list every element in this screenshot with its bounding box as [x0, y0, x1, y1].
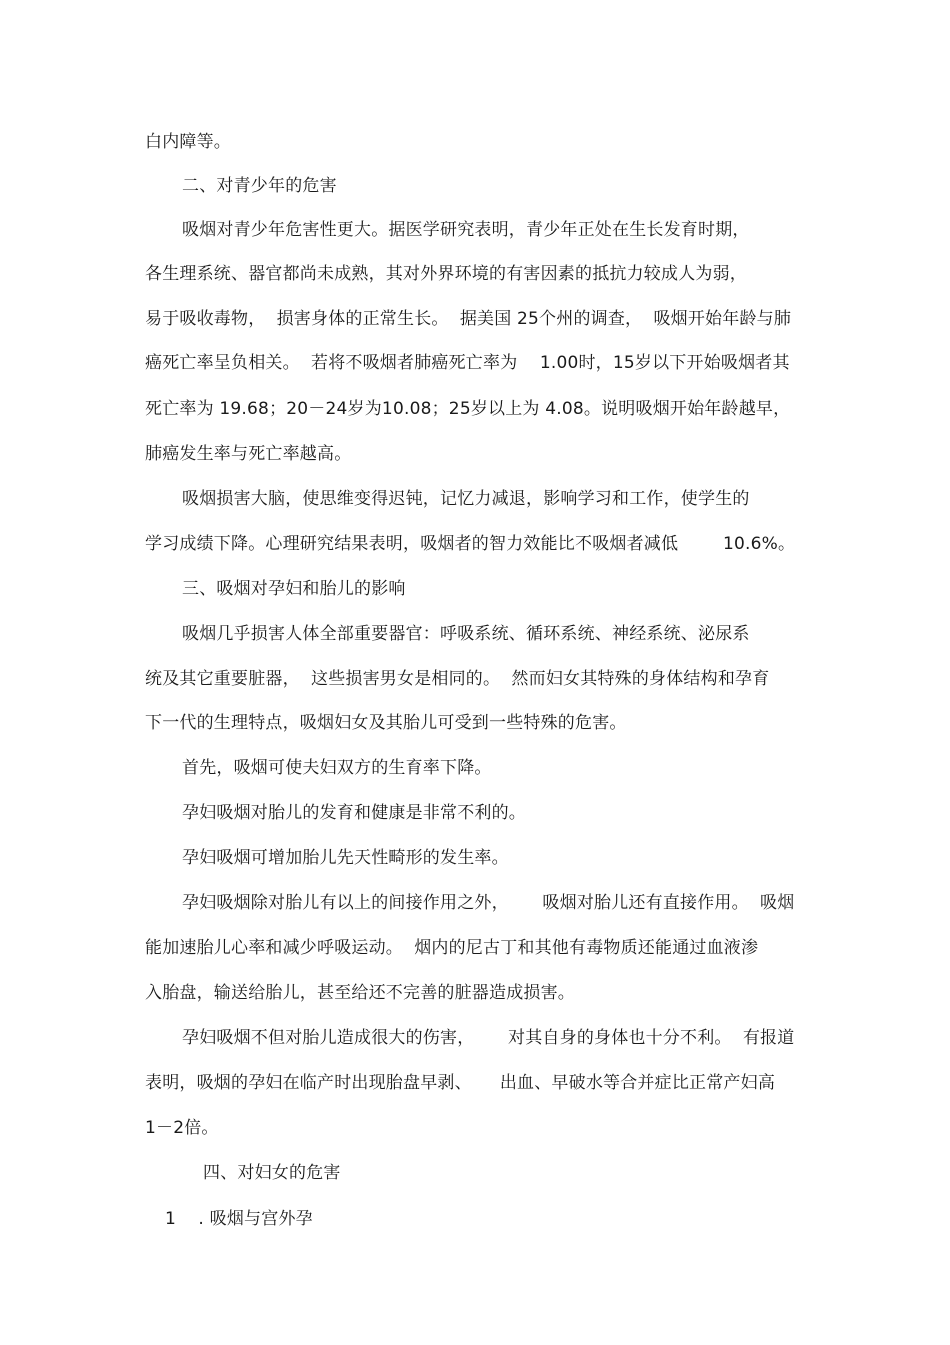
- text-line: 孕妇吸烟除对胎儿有以上的间接作用之外， 吸烟对胎儿还有直接作用。 吸烟: [182, 893, 795, 913]
- text-line: 学习成绩下降。心理研究结果表明，吸烟者的智力效能比不吸烟者减低 10.6%。: [145, 534, 796, 554]
- text-line: 癌死亡率呈负相关。 若将不吸烟者肺癌死亡率为 1.00时，15岁以下开始吸烟者其: [145, 353, 790, 373]
- text-line: 吸烟几乎损害人体全部重要器官：呼吸系统、循环系统、神经系统、泌尿系: [182, 624, 750, 644]
- text-line: 表明，吸烟的孕妇在临产时出现胎盘早剥、 出血、早破水等合并症比正常产妇高: [145, 1073, 776, 1093]
- text-line: 各生理系统、器官都尚未成熟，其对外界环境的有害因素的抵抗力较成人为弱，: [145, 264, 747, 284]
- text-line: 能加速胎儿心率和减少呼吸运动。 烟内的尼古丁和其他有毒物质还能通过血液渗: [145, 938, 759, 958]
- text-line: 白内障等。: [145, 132, 231, 152]
- text-line: 1－2倍。: [145, 1118, 219, 1138]
- section-heading: 四、对妇女的危害: [203, 1163, 341, 1183]
- section-heading: 三、吸烟对孕妇和胎儿的影响: [182, 579, 406, 599]
- text-line: 吸烟对青少年危害性更大。据医学研究表明，青少年正处在生长发育时期，: [182, 220, 750, 240]
- text-line: 统及其它重要脏器， 这些损害男女是相同的。 然而妇女其特殊的身体结构和孕育: [145, 669, 770, 689]
- text-line: 下一代的生理特点，吸烟妇女及其胎儿可受到一些特殊的危害。: [145, 713, 627, 733]
- text-line: 吸烟损害大脑，使思维变得迟钝，记忆力减退，影响学习和工作，使学生的: [182, 489, 750, 509]
- text-line: 入胎盘，输送给胎儿，甚至给还不完善的脏器造成损害。: [145, 983, 575, 1003]
- text-line: 孕妇吸烟对胎儿的发育和健康是非常不利的。: [182, 803, 526, 823]
- text-line: 死亡率为 19.68；20－24岁为10.08；25岁以上为 4.08。说明吸烟开始年龄越早，: [145, 399, 791, 419]
- text-line: 易于吸收毒物， 损害身体的正常生长。 据美国 25个州的调查， 吸烟开始年龄与肺: [145, 309, 792, 329]
- numbered-item: 1 . 吸烟与宫外孕: [165, 1209, 313, 1229]
- text-line: 孕妇吸烟不但对胎儿造成很大的伤害， 对其自身的身体也十分不利。 有报道: [182, 1028, 795, 1048]
- text-line: 孕妇吸烟可增加胎儿先天性畸形的发生率。: [182, 848, 509, 868]
- text-line: 首先，吸烟可使夫妇双方的生育率下降。: [182, 758, 492, 778]
- section-heading: 二、对青少年的危害: [182, 176, 337, 196]
- text-line: 肺癌发生率与死亡率越高。: [145, 444, 352, 464]
